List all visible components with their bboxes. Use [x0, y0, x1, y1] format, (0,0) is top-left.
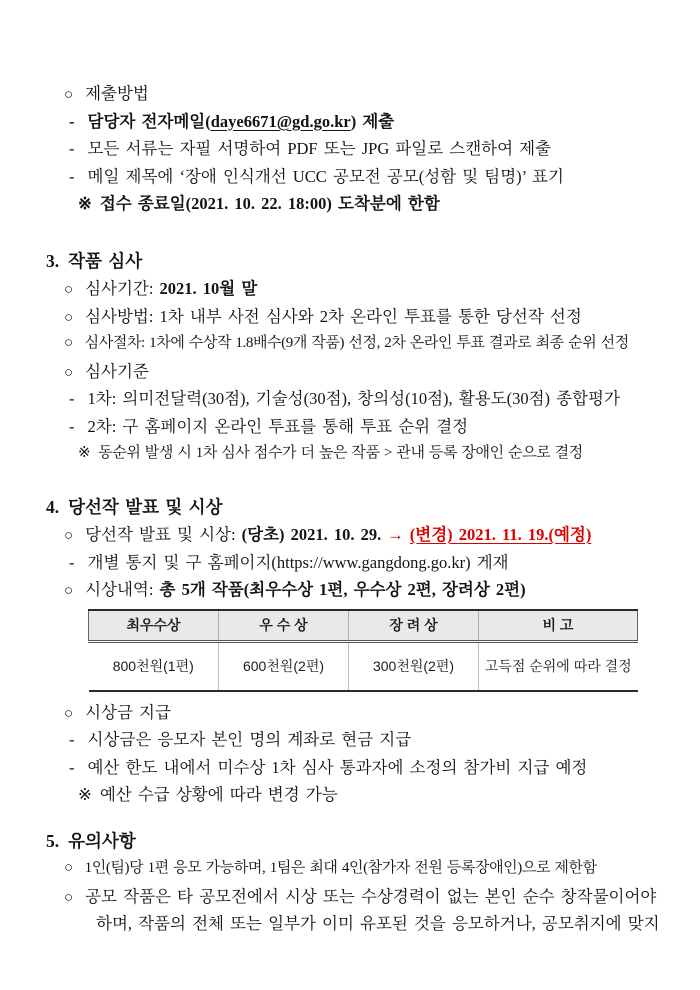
- circle-bullet: ○: [64, 282, 74, 298]
- method-text: 심사방법: 1차 내부 사전 심사와 2차 온라인 투표를 통한 당선작 선정: [85, 306, 582, 326]
- review-section: [45, 248, 672, 468]
- dash-bullet: -: [69, 757, 75, 777]
- note-marker: ※: [78, 785, 92, 804]
- section-title: 유의사항: [68, 830, 136, 851]
- submission-section: [45, 80, 672, 218]
- circle-bullet: ○: [64, 860, 73, 876]
- original-text-2: 하며, 작품의 전체 또는 일부가 이미 유포된 것을 응모하거나, 공모취지에 맞지: [96, 914, 660, 933]
- notes-section-heading: [45, 828, 672, 856]
- review-period-line: [45, 275, 672, 303]
- dash-bullet: -: [69, 730, 75, 749]
- award-announce-line: [45, 521, 672, 549]
- award-notice-line: [45, 549, 672, 577]
- notice-text: 개별 통지 및 구 홈페이지(https://www.gangdong.go.kr) 게재: [87, 552, 509, 572]
- payment-cash-text: 시상금은 응모자 본인 명의 계좌로 현금 지급: [87, 730, 412, 749]
- notes-original-line1: [45, 883, 672, 911]
- procedure-text: 심사절차: 1차에 수상작 1.8배수(9개 작품) 선정, 2차 온라인 투표 결과로 최종 순위 선정: [84, 335, 629, 351]
- submission-title: 제출방법: [85, 84, 149, 103]
- original-text-1: 공모 작품은 타 공모전에서 시상 또는 수상경력이 없는 본인 순수 창작물이어야: [85, 886, 657, 906]
- limit-text: 1인(팀)당 1편 응모 가능하며, 1팀은 최대 4인(참가자 전원 등록장애인)으로 제한함: [84, 860, 597, 876]
- awards-table-cell-excellence: 600천원(2편): [219, 641, 349, 691]
- review-tie-note: [45, 440, 672, 468]
- change-arrow: →: [387, 525, 404, 544]
- criteria-title: 심사기준: [85, 361, 149, 381]
- dash-bullet: -: [69, 139, 75, 158]
- payment-fee-line: [45, 754, 672, 782]
- changed-date: (변경) 2021. 11. 19.(예정): [409, 525, 592, 544]
- awards-table-header-grand: 최우수상: [89, 610, 219, 642]
- notes-section: [45, 828, 672, 938]
- tie-note-text: 동순위 발생 시 1차 심사 점수가 더 높은 작품 > 관내 등록 장애인 순으로 결정: [98, 445, 583, 461]
- note-marker: ※: [78, 194, 92, 213]
- review-criteria-first: [45, 385, 672, 413]
- awards-table-header-merit: 장 려 상: [349, 610, 479, 642]
- payment-fee-text: 예산 한도 내에서 미수상 1차 심사 통과자에 소정의 참가비 지급 예정: [87, 757, 588, 777]
- review-criteria-second: [45, 413, 672, 441]
- submission-subject-line: [45, 163, 672, 191]
- notes-original-line2: [45, 910, 672, 938]
- section-number: 3.: [46, 250, 60, 271]
- period-label: 심사기간:: [85, 279, 160, 298]
- awards-table-wrapper: [88, 609, 672, 692]
- dash-bullet: -: [69, 111, 75, 131]
- notes-limit-line: [45, 855, 672, 883]
- budget-note-text: 예산 수급 상황에 따라 변경 가능: [99, 785, 338, 804]
- deadline-text: 접수 종료일(2021. 10. 22. 18:00) 도착분에 한함: [99, 194, 440, 213]
- awards-table-row: [89, 641, 638, 691]
- announce-label: 당선작 발표 및 시상:: [85, 525, 242, 544]
- email-line-post: ) 제출: [350, 111, 395, 131]
- dash-bullet: -: [69, 389, 75, 408]
- subject-text: 메일 제목에 ‘장애 인식개선 UCC 공모전 공모(성함 및 팀명)’ 표기: [87, 166, 564, 186]
- email-link[interactable]: daye6671@gd.go.kr: [210, 111, 351, 131]
- award-section-heading: [45, 494, 672, 522]
- awards-table-cell-remark: 고득점 순위에 따라 결정: [479, 641, 638, 691]
- submission-email-line: [45, 108, 672, 136]
- period-value: 2021. 10월 말: [159, 279, 258, 298]
- review-criteria-line: [45, 358, 672, 386]
- awards-value: 총 5개 작품(최우수상 1편, 우수상 2편, 장려상 2편): [159, 580, 526, 599]
- payment-cash-line: [45, 726, 672, 754]
- scan-text: 모든 서류는 자필 서명하여 PDF 또는 JPG 파일로 스캔하여 제출: [87, 139, 552, 158]
- announce-original-date: (당초) 2021. 10. 29.: [241, 525, 382, 544]
- circle-bullet: ○: [64, 889, 74, 906]
- award-summary-line: [45, 576, 672, 604]
- submission-deadline-note: [45, 190, 672, 218]
- section-number: 5.: [46, 830, 60, 851]
- note-marker: ※: [78, 445, 91, 461]
- payment-title-line: [45, 699, 672, 727]
- circle-bullet: ○: [64, 87, 74, 103]
- review-method-line: [45, 303, 672, 331]
- criteria-second-text: 2차: 구 홈페이지 온라인 투표를 통해 투표 순위 결정: [87, 416, 469, 436]
- section-title: 작품 심사: [68, 250, 143, 271]
- submission-title-line: [45, 80, 672, 108]
- payment-title: 시상금 지급: [85, 702, 171, 722]
- email-line-pre: 담당자 전자메일(: [87, 111, 211, 131]
- submission-scan-line: [45, 135, 672, 163]
- section-number: 4.: [46, 496, 60, 517]
- review-procedure-line: [45, 330, 672, 358]
- award-section: [45, 494, 672, 809]
- dash-bullet: -: [69, 166, 75, 186]
- dash-bullet: -: [69, 416, 75, 436]
- circle-bullet: ○: [64, 364, 74, 381]
- circle-bullet: ○: [64, 583, 74, 599]
- awards-table: [88, 609, 638, 692]
- dash-bullet: -: [69, 552, 75, 572]
- circle-bullet: ○: [64, 335, 73, 351]
- criteria-first-text: 1차: 의미전달력(30점), 기술성(30점), 창의성(10점), 활용도(30점) 종합평가: [87, 389, 620, 408]
- review-section-heading: [45, 248, 672, 276]
- circle-bullet: ○: [64, 309, 74, 326]
- awards-table-header-row: [89, 610, 638, 642]
- budget-note-line: [45, 781, 672, 809]
- circle-bullet: ○: [64, 705, 74, 722]
- awards-table-header-excellence: 우 수 상: [219, 610, 349, 642]
- awards-table-header-remark: 비 고: [479, 610, 638, 642]
- awards-label: 시상내역:: [85, 580, 160, 599]
- circle-bullet: ○: [64, 528, 74, 544]
- section-title: 당선작 발표 및 시상: [68, 496, 223, 517]
- awards-table-cell-grand: 800천원(1편): [89, 641, 219, 691]
- awards-table-cell-merit: 300천원(2편): [349, 641, 479, 691]
